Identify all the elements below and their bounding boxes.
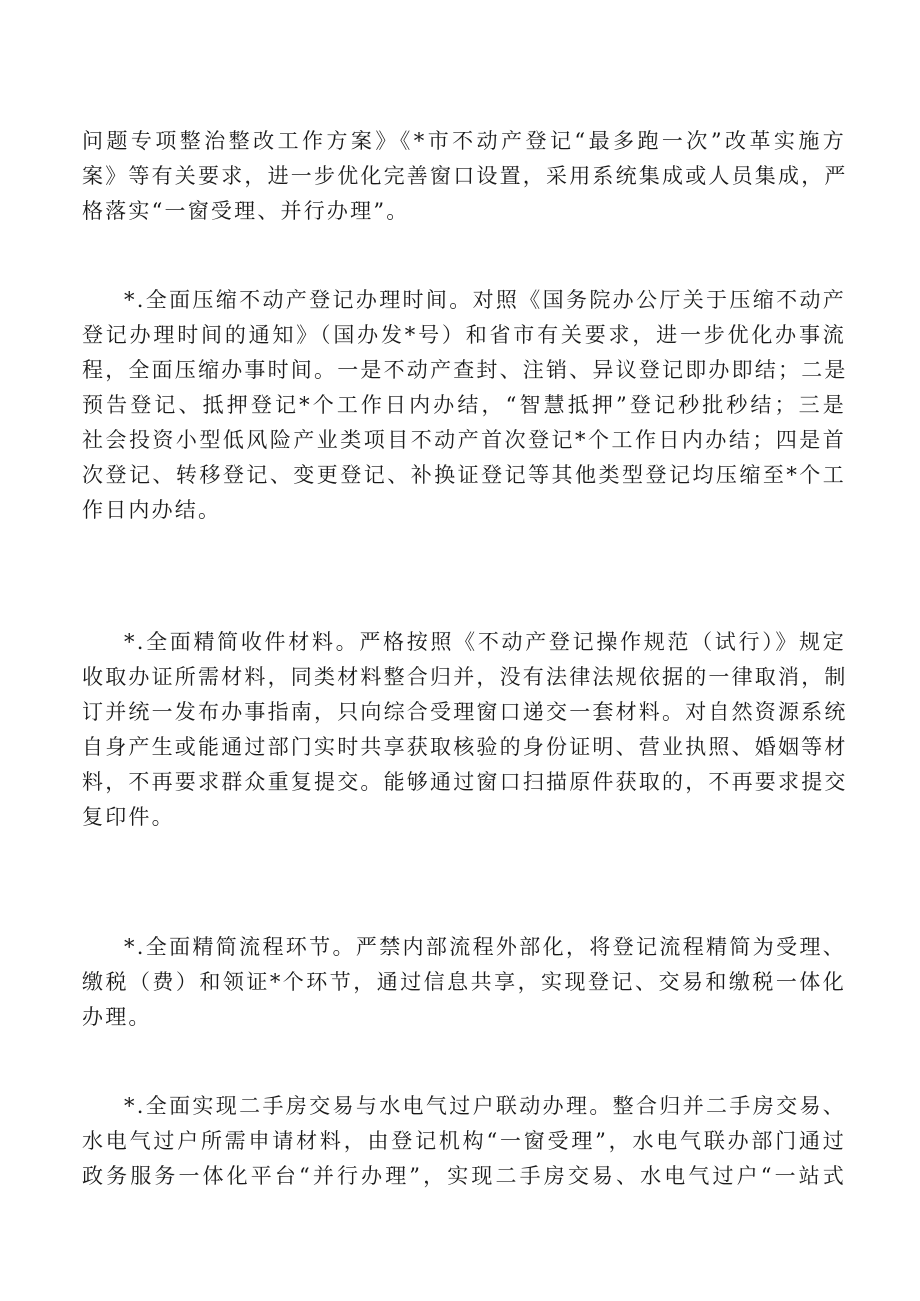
text-line: 订并统一发布办事指南，只向综合受理窗口递交一套材料。对自然资源系统: [82, 700, 848, 724]
paragraph-3: [82, 625, 846, 835]
text-line: *.全面实现二手房交易与水电气过户联动办理。整合归并二手房交易、: [124, 1094, 846, 1118]
text-line: 复印件。: [82, 805, 175, 829]
text-line: 水电气过户所需申请材料，由登记机构“一窗受理”，水电气联办部门通过: [82, 1129, 846, 1153]
paragraph-5: [82, 1089, 846, 1194]
text-line: 社会投资小型低风险产业类项目不动产首次登记*个工作日内办结；四是首: [82, 428, 846, 452]
text-line: 预告登记、抵押登记*个工作日内办结，“智慧抵押”登记秒批秒结；三是: [82, 393, 846, 417]
text-line: 办理。: [82, 1005, 152, 1029]
paragraph-4: [82, 930, 846, 1035]
text-line: 案》等有关要求，进一步优化完善窗口设置，采用系统集成或人员集成，严: [82, 164, 848, 188]
paragraph-2: [82, 283, 846, 528]
text-line: 格落实“一窗受理、并行办理”。: [82, 199, 410, 223]
text-line: 政务服务一体化平台“并行办理”，实现二手房交易、水电气过户“一站式: [82, 1164, 846, 1188]
paragraph-1: [82, 124, 846, 229]
text-line: *.全面精简流程环节。严禁内部流程外部化，将登记流程精简为受理、: [124, 935, 846, 959]
text-line: 收取办证所需材料，同类材料整合归并，没有法律法规依据的一律取消，制: [82, 665, 848, 689]
text-line: 自身产生或能通过部门实时共享获取核验的身份证明、营业执照、婚姻等材: [82, 735, 848, 759]
text-line: 登记办理时间的通知》（国办发*号）和省市有关要求，进一步优化办事流: [82, 323, 846, 347]
text-line: 次登记、转移登记、变更登记、补换证登记等其他类型登记均压缩至*个工: [82, 463, 846, 487]
text-line: 作日内办结。: [82, 498, 222, 522]
text-line: *.全面压缩不动产登记办理时间。对照《国务院办公厅关于压缩不动产: [124, 288, 846, 312]
text-line: 料，不再要求群众重复提交。能够通过窗口扫描原件获取的，不再要求提交: [82, 770, 848, 794]
text-line: 程，全面压缩办事时间。一是不动产查封、注销、异议登记即办即结；二是: [82, 358, 848, 382]
text-line: 缴税（费）和领证*个环节，通过信息共享，实现登记、交易和缴税一体化: [82, 970, 846, 994]
text-line: *.全面精简收件材料。严格按照《不动产登记操作规范（试行）》规定: [124, 630, 846, 654]
text-line: 问题专项整治整改工作方案》《*市不动产登记“最多跑一次”改革实施方: [82, 129, 846, 153]
